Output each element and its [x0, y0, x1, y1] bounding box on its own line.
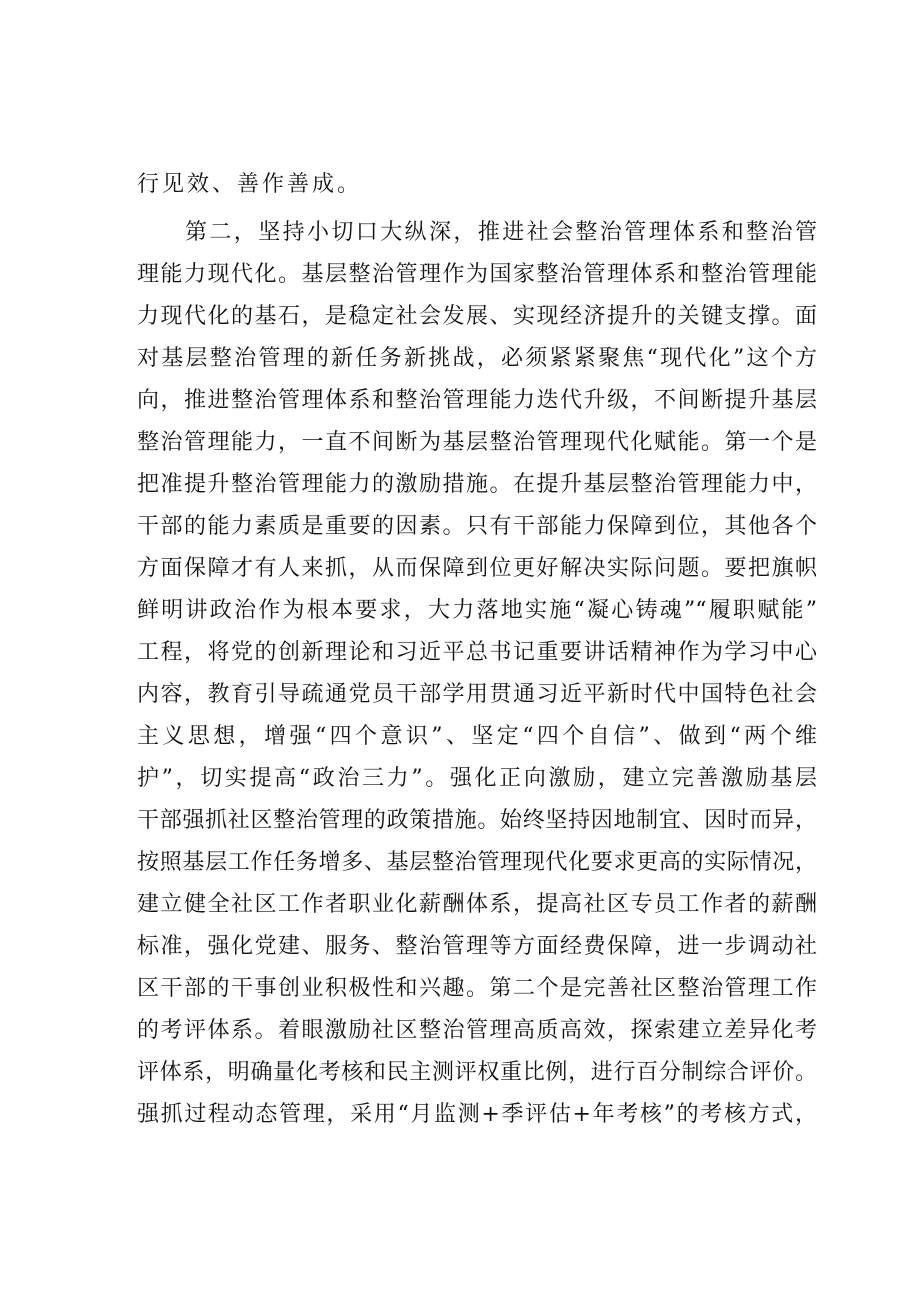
text-line: 区干部的干事创业积极性和兴趣。第二个是完善社区整治管理工作	[137, 976, 817, 1001]
text-line: 鲜明讲政治作为根本要求，大力落地实施“凝心铸魂”“履职赋能”	[137, 598, 817, 623]
document-body	[137, 164, 817, 1136]
text-line: 理能力现代化。基层整治管理作为国家整治管理体系和整治管理能	[137, 262, 817, 287]
text-line: 干部强抓社区整治管理的政策措施。始终坚持因地制宜、因时而异，	[137, 808, 817, 833]
text-line: 把准提升整治管理能力的激励措施。在提升基层整治管理能力中，	[137, 472, 817, 497]
paragraph-second-point	[137, 212, 817, 1136]
text-line: 干部的能力素质是重要的因素。只有干部能力保障到位，其他各个	[137, 514, 817, 539]
text-line: 内容，教育引导疏通党员干部学用贯通习近平新时代中国特色社会	[137, 682, 817, 707]
text-line: 强抓过程动态管理，采用“月监测+季评估+年考核”的考核方式，	[137, 1102, 817, 1127]
text-line: 方面保障才有人来抓，从而保障到位更好解决实际问题。要把旗帜	[137, 556, 817, 581]
text-line: 对基层整治管理的新任务新挑战，必须紧紧聚焦“现代化”这个方	[137, 346, 817, 371]
paragraph-continuation	[137, 164, 817, 206]
text-line: 建立健全社区工作者职业化薪酬体系，提高社区专员工作者的薪酬	[137, 892, 817, 917]
text-line: 第二，坚持小切口大纵深，推进社会整治管理体系和整治管	[185, 220, 817, 245]
text-line: 向，推进整治管理体系和整治管理能力迭代升级，不间断提升基层	[137, 388, 817, 413]
text-line: 工程，将党的创新理论和习近平总书记重要讲话精神作为学习中心	[137, 640, 817, 665]
text-line: 护”，切实提高“政治三力”。强化正向激励，建立完善激励基层	[137, 766, 817, 791]
text-line: 的考评体系。着眼激励社区整治管理高质高效，探索建立差异化考	[137, 1018, 817, 1043]
text-line: 评体系，明确量化考核和民主测评权重比例，进行百分制综合评价。	[137, 1060, 817, 1085]
text-line: 标准，强化党建、服务、整治管理等方面经费保障，进一步调动社	[137, 934, 817, 959]
text-line: 主义思想，增强“四个意识”、坚定“四个自信”、做到“两个维	[137, 724, 817, 749]
text-line: 整治管理能力，一直不间断为基层整治管理现代化赋能。第一个是	[137, 430, 817, 455]
text-line: 力现代化的基石，是稳定社会发展、实现经济提升的关键支撑。面	[137, 304, 817, 329]
text-line: 行见效、善作善成。	[137, 172, 363, 197]
text-line: 按照基层工作任务增多、基层整治管理现代化要求更高的实际情况，	[137, 850, 817, 875]
